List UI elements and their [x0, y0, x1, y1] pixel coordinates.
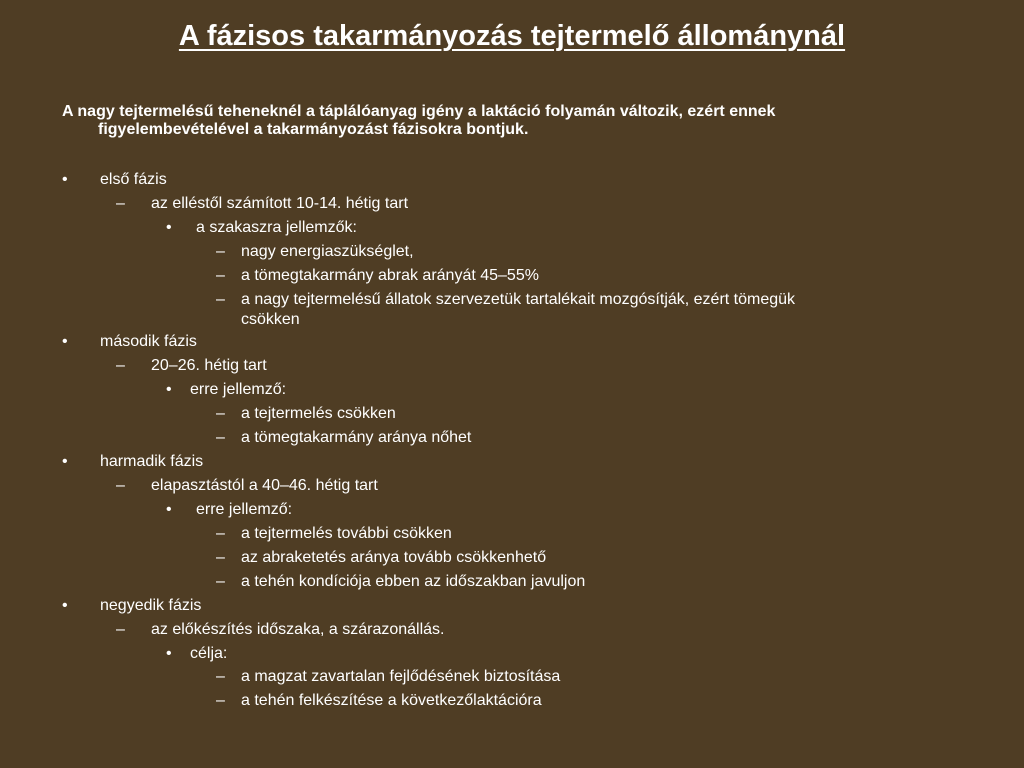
phase-2-sub: erre jellemző: — [190, 381, 287, 398]
phase-1-point: a nagy tejtermelésű állatok szervezetük tartalékait mozgósítják, ezért tömegük — [241, 291, 796, 308]
phase-3-duration: elapasztástól a 40–46. hétig tart — [151, 477, 378, 494]
dash-marker: – — [216, 429, 225, 446]
phase-4-point: a magzat zavartalan fejlődésének biztosítása — [241, 668, 561, 685]
slide-title: A fázisos takarmányozás tejtermelő állománynál — [178, 20, 846, 52]
dash-marker: – — [116, 195, 125, 212]
phase-1-point: nagy energiaszükséglet, — [241, 243, 414, 260]
dash-marker: – — [116, 621, 125, 638]
dash-marker: – — [216, 267, 225, 284]
bullet-marker: • — [62, 597, 68, 614]
bullet-marker: • — [62, 171, 68, 188]
bullet-marker: • — [62, 333, 68, 350]
bullet-marker: • — [62, 453, 68, 470]
bullet-marker: • — [166, 645, 172, 662]
dash-marker: – — [216, 549, 225, 566]
phase-1-sub: a szakaszra jellemzők: — [196, 219, 357, 236]
bullet-marker: • — [166, 501, 172, 518]
phase-3-sub: erre jellemző: — [196, 501, 293, 518]
phase-4-sub: célja: — [190, 645, 228, 662]
dash-marker: – — [116, 357, 125, 374]
intro-line-1: A nagy tejtermelésű teheneknél a táplálóanyag igény a laktáció folyamán változik, ezért ennek — [62, 103, 776, 120]
phase-2-duration: 20–26. hétig tart — [151, 357, 267, 374]
phase-1-point: csökken — [241, 311, 300, 328]
phase-3-point: a tejtermelés további csökken — [241, 525, 452, 542]
phase-2-label: második fázis — [100, 333, 197, 350]
phase-3-point: az abraketetés aránya tovább csökkenhető — [241, 549, 547, 566]
dash-marker: – — [216, 243, 225, 260]
dash-marker: – — [216, 405, 225, 422]
phase-3-point: a tehén kondíciója ebben az időszakban javuljon — [241, 573, 586, 590]
phase-1-point: a tömegtakarmány abrak arányát 45–55% — [241, 267, 539, 284]
phase-1-label: első fázis — [100, 171, 167, 188]
dash-marker: – — [216, 573, 225, 590]
dash-marker: – — [216, 692, 225, 709]
bullet-marker: • — [166, 381, 172, 398]
phase-1-duration: az elléstől számított 10-14. hétig tart — [151, 195, 409, 212]
phase-2-point: a tömegtakarmány aránya nőhet — [241, 429, 472, 446]
intro-paragraph — [62, 103, 982, 139]
phase-4-duration: az előkészítés időszaka, a szárazonállás. — [151, 621, 445, 638]
intro-line-2: figyelembevételével a takarmányozást fázisokra bontjuk. — [98, 121, 529, 138]
dash-marker: – — [216, 525, 225, 542]
phase-4-point: a tehén felkészítése a következőlaktációra — [241, 692, 542, 709]
phase-4-label: negyedik fázis — [100, 597, 202, 614]
phase-2-point: a tejtermelés csökken — [241, 405, 396, 422]
dash-marker: – — [116, 477, 125, 494]
bullet-marker: • — [166, 219, 172, 236]
phase-3-label: harmadik fázis — [100, 453, 204, 470]
dash-marker: – — [216, 291, 225, 308]
dash-marker: – — [216, 668, 225, 685]
